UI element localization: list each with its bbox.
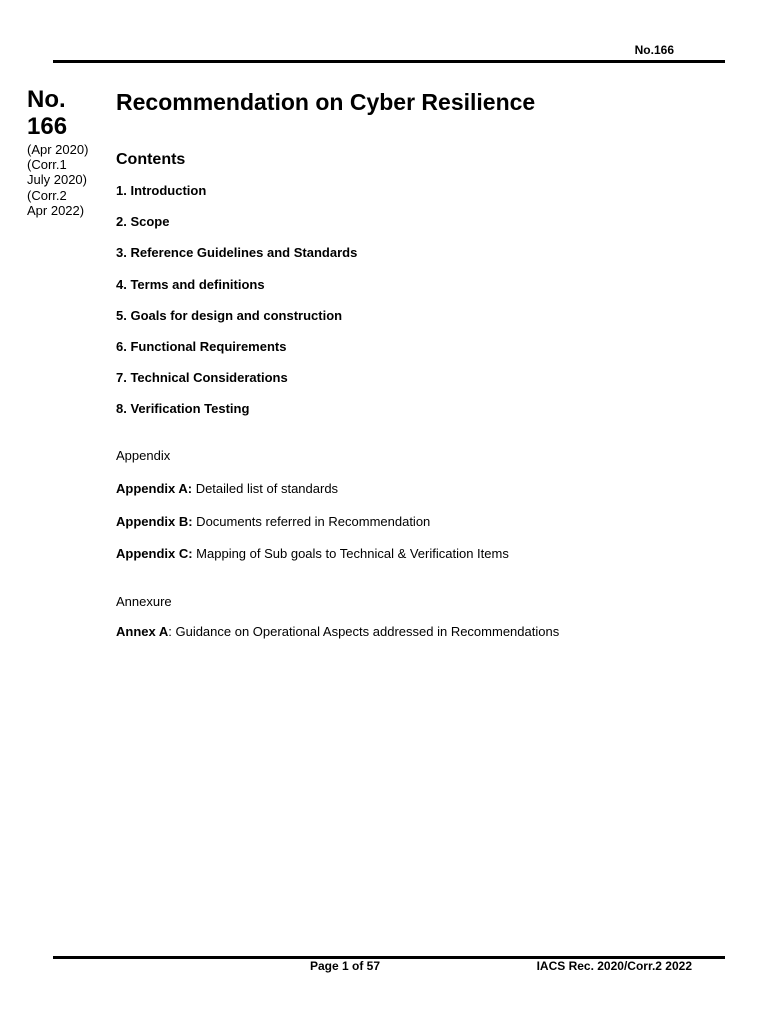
toc-item-goals: 5. Goals for design and construction	[116, 307, 343, 323]
appendix-item-text: Mapping of Sub goals to Technical & Verification Items	[192, 546, 509, 561]
footer-document-reference: IACS Rec. 2020/Corr.2 2022	[536, 959, 692, 973]
contents-heading: Contents	[116, 151, 186, 168]
appendix-item-key: Appendix C:	[116, 546, 193, 561]
revision-date-line: Apr 2022)	[27, 202, 85, 218]
header-document-number: No.166	[634, 43, 674, 57]
side-number-prefix: No.	[27, 86, 66, 113]
toc-item-technical-considerations: 7. Technical Considerations	[116, 370, 288, 386]
side-document-number	[27, 86, 107, 140]
toc-item-verification-testing: 8. Verification Testing	[116, 401, 250, 417]
appendix-item-key: Appendix A:	[116, 481, 193, 496]
toc-item-introduction: 1. Introduction	[116, 183, 207, 198]
side-number-value: 166	[27, 113, 68, 140]
annexure-label: Annexure	[116, 594, 172, 609]
document-title: Recommendation on Cyber Resilience	[116, 89, 536, 115]
table-of-contents	[116, 183, 357, 433]
revision-date-line: (Apr 2020)	[27, 142, 89, 157]
revision-date-line: July 2020)	[27, 172, 87, 188]
appendix-label: Appendix	[116, 448, 171, 463]
revision-date-line: (Corr.1	[27, 157, 67, 173]
annex-item-key: Annex A	[116, 624, 169, 639]
appendix-item-key: Appendix B:	[116, 513, 193, 529]
appendix-item-text: Detailed list of standards	[192, 481, 339, 496]
appendix-list	[116, 481, 509, 579]
revision-dates	[27, 142, 107, 218]
annex-item-text: : Guidance on Operational Aspects addressed in Recommendations	[168, 624, 560, 639]
toc-item-terms-definitions: 4. Terms and definitions	[116, 276, 265, 292]
footer-page-number: Page 1 of 57	[309, 959, 381, 973]
appendix-item-text: Documents referred in Recommendation	[192, 513, 431, 529]
toc-item-scope: 2. Scope	[116, 214, 170, 230]
annex-item-a	[116, 624, 559, 640]
appendix-item-a	[116, 481, 509, 514]
toc-item-functional-requirements: 6. Functional Requirements	[116, 338, 287, 354]
appendix-item-c	[116, 546, 509, 579]
appendix-item-b	[116, 514, 509, 547]
header-rule	[53, 60, 725, 63]
revision-date-line: (Corr.2	[27, 187, 67, 203]
toc-item-reference-guidelines: 3. Reference Guidelines and Standards	[116, 245, 358, 261]
